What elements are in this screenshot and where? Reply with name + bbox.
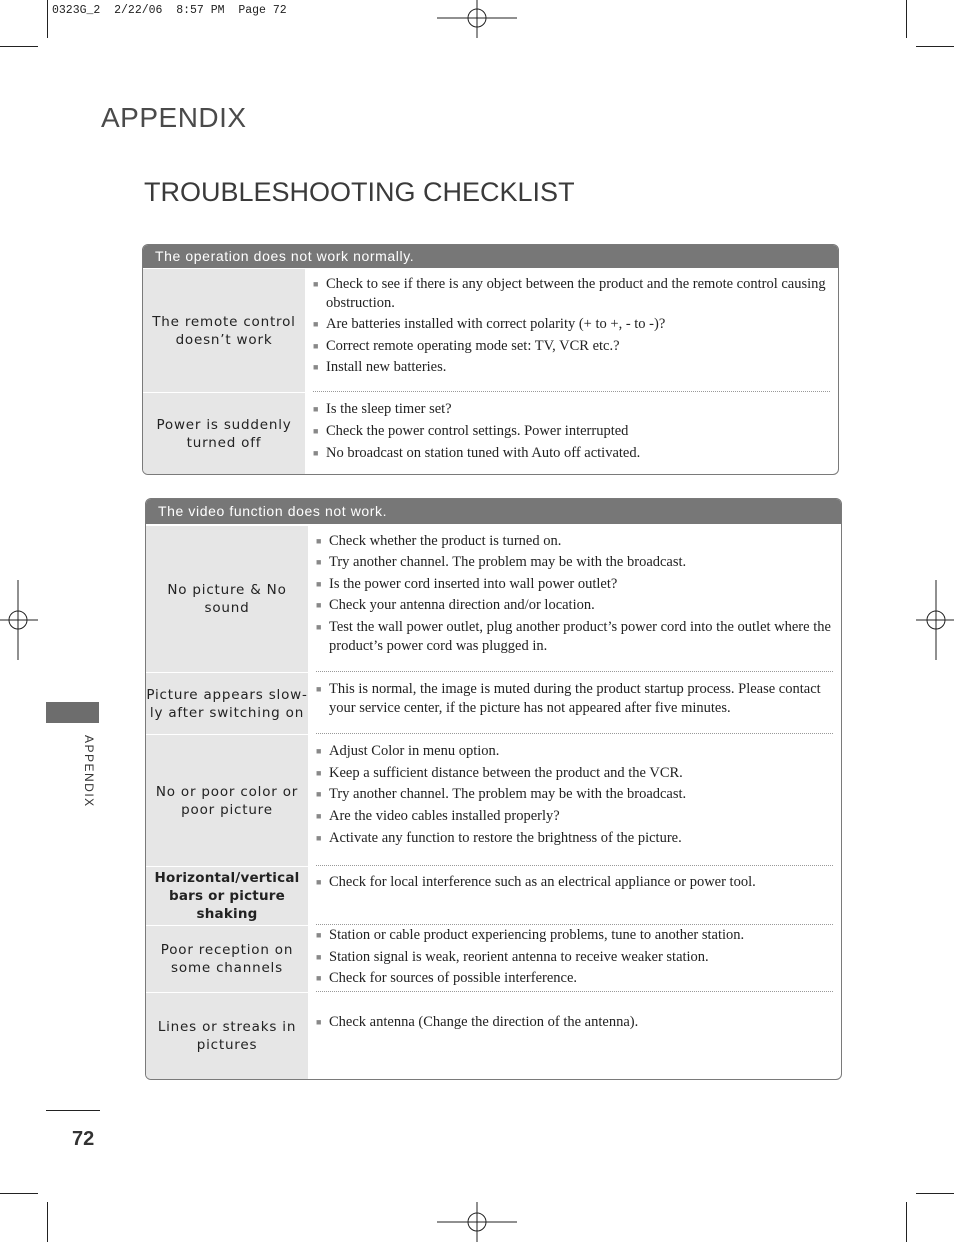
registration-mark-icon <box>914 580 954 660</box>
list-item: ■ Station or cable product experiencing problems, tune to another station. <box>316 927 745 943</box>
list-item: ■ Activate any function to restore the brightness of the picture. <box>316 830 682 846</box>
bullet-square-icon: ■ <box>316 973 322 983</box>
bullet-square-icon: ■ <box>316 746 322 756</box>
list-item: ■ Install new batteries. <box>313 359 447 375</box>
list-item: ■ This is normal, the image is muted during the product startup process. Please contact your service center, if the picture has not appeared after five minutes. <box>316 681 821 716</box>
troubleshooting-table-operation <box>142 244 839 475</box>
list-item: ■ Check for local interference such as an electrical appliance or power tool. <box>316 874 756 890</box>
bullet-square-icon: ■ <box>313 404 319 414</box>
bullet-square-icon: ■ <box>316 877 322 887</box>
bullet-square-icon: ■ <box>316 622 322 632</box>
crop-mark <box>47 1202 48 1242</box>
bullet-square-icon: ■ <box>313 448 319 458</box>
row-divider <box>316 671 833 672</box>
symptom-label: Horizontal/vertical bars or picture shaking <box>146 867 308 925</box>
registration-mark-icon <box>437 0 517 40</box>
list-item: ■ Check to see if there is any object between the product and the remote control causing obstruction. <box>313 276 826 311</box>
crop-mark <box>916 1193 954 1194</box>
troubleshooting-table-video <box>145 498 842 1080</box>
list-item: ■ No broadcast on station tuned with Auto off activated. <box>313 445 641 461</box>
list-item: ■ Are batteries installed with correct polarity (+ to +, - to -)? <box>313 316 666 332</box>
symptom-label: No picture & No sound <box>146 526 308 672</box>
side-tab-label: APPENDIX <box>82 735 96 808</box>
bullet-square-icon: ■ <box>313 319 319 329</box>
row-divider <box>316 924 833 925</box>
registration-mark-icon <box>437 1202 517 1242</box>
solution-list <box>316 673 833 734</box>
side-tab <box>46 702 99 723</box>
list-item: ■ Keep a sufficient distance between the product and the VCR. <box>316 765 683 781</box>
solution-list <box>316 993 833 1079</box>
bullet-square-icon: ■ <box>316 684 322 694</box>
list-item: ■ Check antenna (Change the direction of the antenna). <box>316 1014 639 1030</box>
page-number-rule <box>46 1110 100 1111</box>
list-item: ■ Station signal is weak, reorient antenna to receive weaker station. <box>316 949 709 965</box>
page-number: 72 <box>72 1128 95 1150</box>
table-row <box>146 526 841 672</box>
crop-mark <box>47 0 48 38</box>
registration-mark-icon <box>0 580 40 660</box>
list-item: ■ Try another channel. The problem may be with the broadcast. <box>316 786 687 802</box>
list-item: ■ Check whether the product is turned on. <box>316 533 562 549</box>
row-divider <box>316 733 833 734</box>
table-row <box>146 673 841 734</box>
bullet-square-icon: ■ <box>316 536 322 546</box>
list-item: ■ Is the sleep timer set? <box>313 401 452 417</box>
row-divider <box>316 991 833 992</box>
print-header: 0323G_2 2/22/06 8:57 PM Page 72 <box>52 4 287 17</box>
bullet-square-icon: ■ <box>316 600 322 610</box>
bullet-square-icon: ■ <box>316 1017 322 1027</box>
bullet-square-icon: ■ <box>313 362 319 372</box>
section-label: APPENDIX <box>101 102 247 133</box>
crop-mark <box>916 46 954 47</box>
list-item: ■ Check for sources of possible interference. <box>316 970 578 986</box>
solution-list <box>316 926 833 992</box>
row-divider <box>316 865 833 866</box>
solution-list <box>316 526 833 672</box>
bullet-square-icon: ■ <box>316 833 322 843</box>
list-item: ■ Is the power cord inserted into wall power outlet? <box>316 576 618 592</box>
bullet-square-icon: ■ <box>316 789 322 799</box>
crop-mark <box>906 1202 907 1242</box>
crop-mark <box>906 0 907 38</box>
list-item: ■ Try another channel. The problem may be with the broadcast. <box>316 554 687 570</box>
bullet-square-icon: ■ <box>313 341 319 351</box>
symptom-label: No or poor color or poor picture <box>146 735 308 866</box>
list-item: ■ Check your antenna direction and/or location. <box>316 597 595 613</box>
symptom-label: The remote control doesn’t work <box>143 269 305 392</box>
table-row <box>146 735 841 866</box>
table-header: The operation does not work normally. <box>143 245 838 268</box>
crop-mark <box>0 1193 38 1194</box>
table-row <box>143 269 838 392</box>
table-row <box>146 926 841 992</box>
list-item: ■ Correct remote operating mode set: TV, VCR etc.? <box>313 338 620 354</box>
solution-list <box>313 393 830 474</box>
table-row <box>146 867 841 925</box>
solution-list <box>316 735 833 866</box>
table-row <box>146 993 841 1079</box>
list-item: ■ Are the video cables installed properly? <box>316 808 560 824</box>
solution-list <box>313 269 830 392</box>
bullet-square-icon: ■ <box>316 952 322 962</box>
bullet-square-icon: ■ <box>313 426 319 436</box>
symptom-label: Lines or streaks in pictures <box>146 993 308 1079</box>
symptom-label: Power is suddenly turned off <box>143 393 305 474</box>
crop-mark <box>0 46 38 47</box>
bullet-square-icon: ■ <box>316 930 322 940</box>
bullet-square-icon: ■ <box>316 768 322 778</box>
row-divider <box>313 391 830 392</box>
list-item: ■ Test the wall power outlet, plug another product’s power cord into the outlet where the product’s power cord was plugged in. <box>316 619 831 654</box>
symptom-label: Picture appears slow-ly after switching on <box>146 673 308 734</box>
bullet-square-icon: ■ <box>313 279 319 289</box>
bullet-square-icon: ■ <box>316 579 322 589</box>
page-title: TROUBLESHOOTING CHECKLIST <box>144 177 575 207</box>
list-item: ■ Check the power control settings. Power interrupted <box>313 423 629 439</box>
table-row <box>143 393 838 474</box>
table-header: The video function does not work. <box>146 499 841 524</box>
bullet-square-icon: ■ <box>316 811 322 821</box>
solution-list <box>316 867 833 925</box>
symptom-label: Poor reception on some channels <box>146 926 308 992</box>
bullet-square-icon: ■ <box>316 557 322 567</box>
list-item: ■ Adjust Color in menu option. <box>316 743 500 759</box>
